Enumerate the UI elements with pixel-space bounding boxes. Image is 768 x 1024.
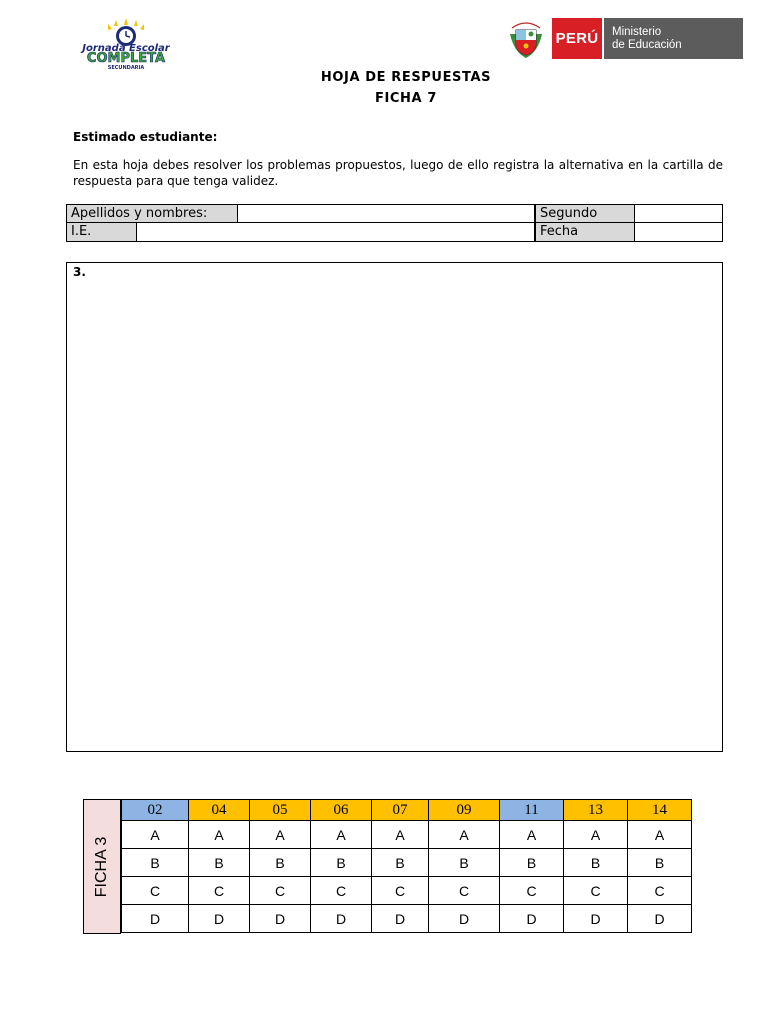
grid-option-row [122, 905, 692, 933]
answer-option-cell[interactable]: A [311, 821, 372, 849]
peru-brand: PERÚ [552, 18, 602, 59]
peru-coat-of-arms-icon [506, 18, 546, 60]
answer-option-cell[interactable]: A [122, 821, 189, 849]
answer-option-cell[interactable]: A [189, 821, 250, 849]
answer-option-cell[interactable]: D [429, 905, 500, 933]
question-header-06: 06 [311, 800, 372, 821]
answer-grid [121, 799, 692, 933]
answer-option-cell[interactable]: A [564, 821, 628, 849]
jornada-escolar-logo [64, 18, 188, 70]
grade-label: Segundo [535, 204, 635, 223]
answer-option-cell[interactable]: A [429, 821, 500, 849]
grid-header-row [122, 800, 692, 821]
problem-work-area[interactable] [66, 262, 723, 752]
ministry-line-1: Ministerio [612, 26, 662, 38]
question-header-13: 13 [564, 800, 628, 821]
grid-option-row [122, 821, 692, 849]
logo-text-completa: COMPLETA [86, 51, 166, 66]
grid-option-row [122, 877, 692, 905]
logo-text-secundaria: SECUNDARIA [107, 65, 145, 70]
answer-option-cell[interactable]: B [500, 849, 564, 877]
question-header-02: 02 [122, 800, 189, 821]
question-header-07: 07 [372, 800, 429, 821]
answer-option-cell[interactable]: B [628, 849, 692, 877]
answer-option-cell[interactable]: C [250, 877, 311, 905]
answer-option-cell[interactable]: D [372, 905, 429, 933]
ministry-line-2: de Educación [612, 39, 682, 51]
name-label: Apellidos y nombres: [66, 204, 238, 223]
answer-option-cell[interactable]: C [564, 877, 628, 905]
answer-option-cell[interactable]: A [372, 821, 429, 849]
school-field[interactable] [136, 222, 535, 242]
question-header-04: 04 [189, 800, 250, 821]
answer-option-cell[interactable]: B [311, 849, 372, 877]
answer-option-cell[interactable]: D [564, 905, 628, 933]
date-field[interactable] [634, 222, 723, 242]
question-header-09: 09 [429, 800, 500, 821]
answer-option-cell[interactable]: C [311, 877, 372, 905]
answer-option-cell[interactable]: B [250, 849, 311, 877]
answer-option-cell[interactable]: C [500, 877, 564, 905]
answer-option-cell[interactable]: D [628, 905, 692, 933]
problem-number: 3. [73, 265, 86, 279]
logo-text: Jornada Escolar [82, 43, 170, 54]
answer-option-cell[interactable]: C [372, 877, 429, 905]
answer-option-cell[interactable]: D [311, 905, 372, 933]
answer-option-cell[interactable]: A [628, 821, 692, 849]
answer-option-cell[interactable]: D [122, 905, 189, 933]
answer-option-cell[interactable]: D [500, 905, 564, 933]
document-subtitle: FICHA 7 [375, 91, 437, 106]
question-header-05: 05 [250, 800, 311, 821]
answer-option-cell[interactable]: A [250, 821, 311, 849]
answer-option-cell[interactable]: B [372, 849, 429, 877]
answer-option-cell[interactable]: C [429, 877, 500, 905]
question-header-14: 14 [628, 800, 692, 821]
grid-option-row [122, 849, 692, 877]
grade-field[interactable] [634, 204, 723, 223]
date-label: Fecha [535, 222, 635, 242]
answer-option-cell[interactable]: D [189, 905, 250, 933]
answer-option-cell[interactable]: B [189, 849, 250, 877]
question-header-11: 11 [500, 800, 564, 821]
answer-option-cell[interactable]: B [122, 849, 189, 877]
ficha-side-label [83, 799, 121, 934]
answer-option-cell[interactable]: C [122, 877, 189, 905]
answer-option-cell[interactable]: B [429, 849, 500, 877]
answer-option-cell[interactable]: B [564, 849, 628, 877]
ficha-label-text: FICHA 3 [93, 836, 110, 897]
document-title: HOJA DE RESPUESTAS [320, 70, 492, 85]
answer-option-cell[interactable]: A [500, 821, 564, 849]
ministry-brand [602, 18, 743, 59]
answer-option-cell[interactable]: C [628, 877, 692, 905]
answer-option-cell[interactable]: D [250, 905, 311, 933]
answer-option-cell[interactable]: C [189, 877, 250, 905]
greeting: Estimado estudiante: [73, 130, 218, 144]
school-label: I.E. [66, 222, 137, 242]
instructions: En esta hoja debes resolver los problemas propuestos, luego de ello registra la alternativa en la cartilla de respuesta para que tenga validez. [73, 158, 723, 188]
name-field[interactable] [237, 204, 535, 223]
